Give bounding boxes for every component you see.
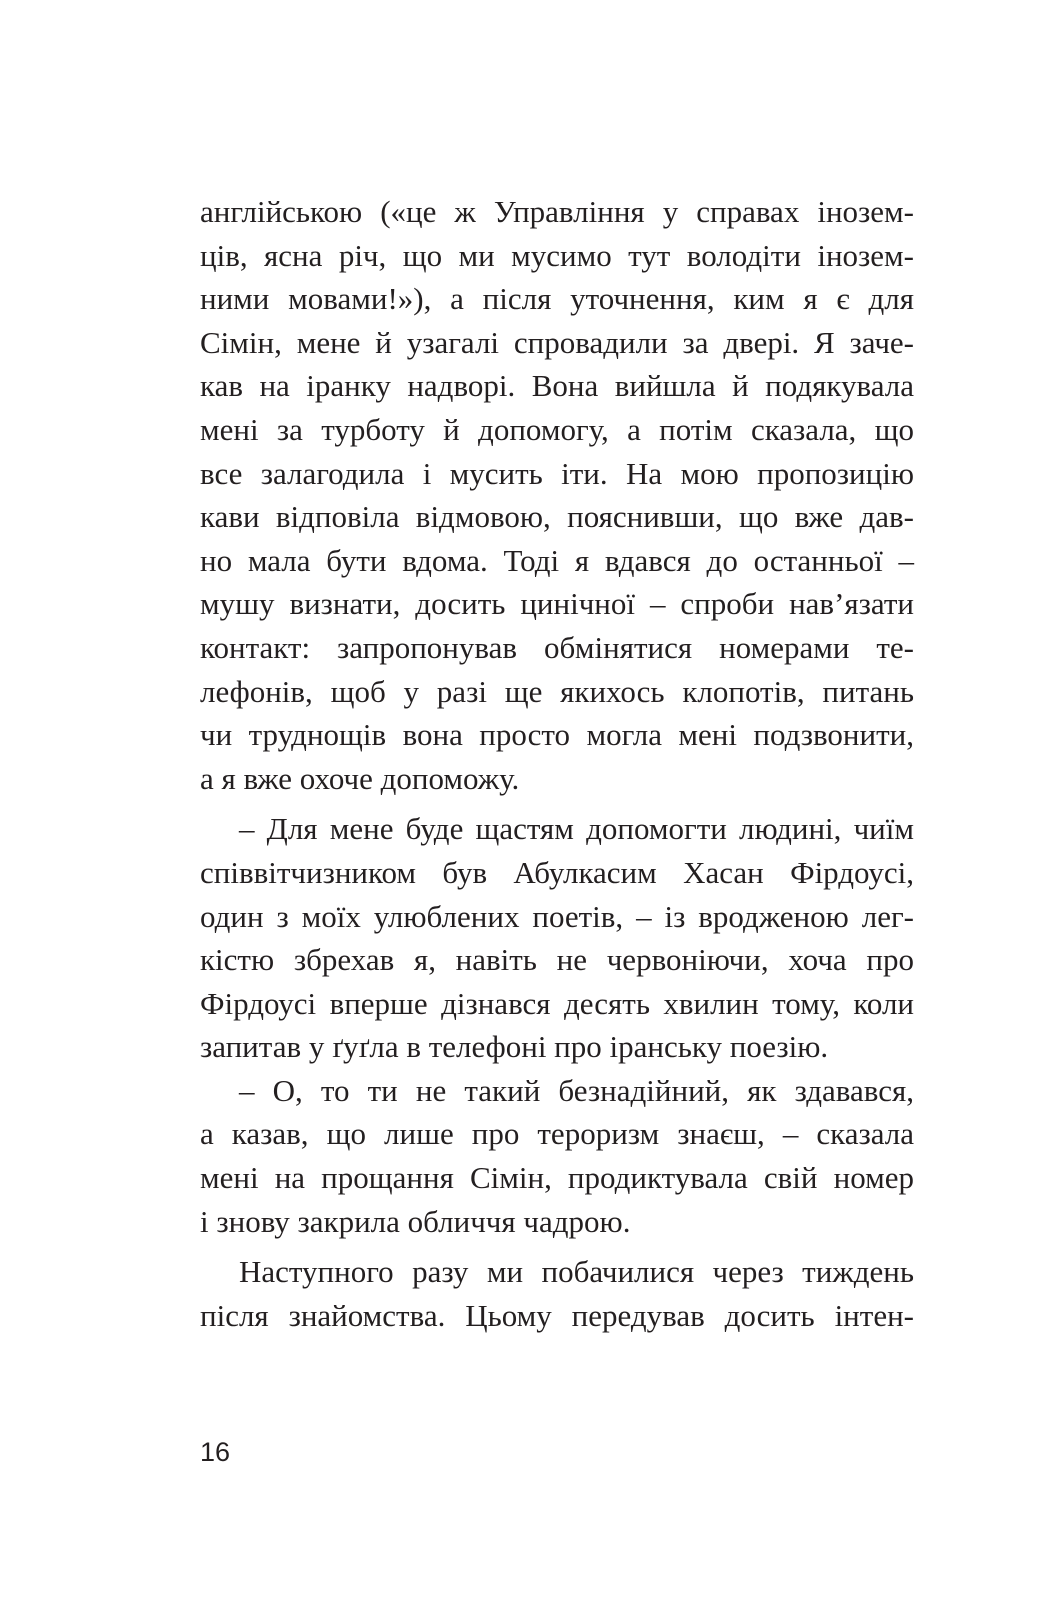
text-line: – О, то ти не такий безнадійний, як здавався, xyxy=(239,1072,914,1108)
paragraph-gap xyxy=(200,800,914,807)
paragraph xyxy=(200,1069,914,1243)
paragraph xyxy=(200,807,914,1069)
text-line: Наступного разу ми побачилися через тиждень xyxy=(239,1254,914,1290)
text-line: чи труднощів вона просто могла мені подзвонити, xyxy=(200,717,914,753)
text-line: мушу визнати, досить цинічної – спроби нав’язати xyxy=(200,586,914,622)
text-line: но мала бути вдома. Тоді я вдався до останньої – xyxy=(200,542,914,578)
text-line: співвітчизником був Абулкасим Хасан Фірдоусі, xyxy=(200,854,914,890)
paragraph xyxy=(200,190,914,800)
text-line: кав на іранку надворі. Вона вийшла й подякувала xyxy=(200,368,914,404)
paragraph-gap xyxy=(200,1243,914,1250)
page-number: 16 xyxy=(200,1437,231,1467)
text-line: англійською («це ж Управління у справах інозем- xyxy=(200,194,914,229)
text-line: запитав у ґуґла в телефоні про іранську поезію. xyxy=(200,1029,829,1065)
text-line: лефонів, щоб у разі ще якихось клопотів, питань xyxy=(200,673,914,709)
body-text xyxy=(200,190,914,1337)
text-line: і знову закрила обличчя чадрою. xyxy=(200,1203,631,1239)
text-line: після знайомства. Цьому передував досить інтен- xyxy=(200,1297,914,1333)
text-line: ними мовами!»), а після уточнення, ким я є для xyxy=(200,281,914,317)
text-line: Фірдоусі вперше дізнався десять хвилин тому, коли xyxy=(200,985,914,1021)
text-line: – Для мене буде щастям допомогти людині, чиїм xyxy=(239,811,914,847)
text-line: ців, ясна річ, що ми мусимо тут володіти інозем- xyxy=(200,237,914,273)
text-line: мені за турботу й допомогу, а потім сказала, що xyxy=(200,411,914,447)
text-line: контакт: запропонував обмінятися номерами те- xyxy=(200,629,914,665)
text-line: кістю збрехав я, навіть не червоніючи, хоча про xyxy=(200,942,914,978)
text-line: а казав, що лише про тероризм знаєш, – сказала xyxy=(200,1116,914,1152)
text-line: кави відповіла відмовою, пояснивши, що вже дав- xyxy=(200,499,914,535)
text-line: один з моїх улюблених поетів, – із вродженою лег- xyxy=(200,898,914,934)
text-line: все залагодила і мусить іти. На мою пропозицію xyxy=(200,455,914,491)
paragraph xyxy=(200,1250,914,1337)
text-line: Сімін, мене й узагалі спровадили за двері. Я заче- xyxy=(200,324,914,360)
text-line: а я вже охоче допоможу. xyxy=(200,760,520,796)
text-line: мені на прощання Сімін, продиктувала свій номер xyxy=(200,1160,914,1196)
